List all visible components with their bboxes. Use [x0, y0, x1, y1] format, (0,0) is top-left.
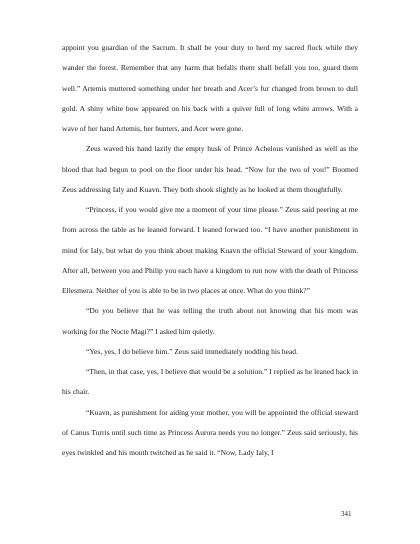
body-text [62, 38, 358, 463]
paragraph-2: Zeus waved his hand lazily the empty husk of Prince Achelous vanished as well as the blood that had begun to pool on the floor under his head. “Now for the two of you!” Boomed Zeus addressing Ialy and Kuavn. They both shook slightly as he looked at them thoughtfully. [62, 144, 358, 194]
paragraph-1: appoint you guardian of the Sacrum. It shall be your duty to herd my sacred flock while they wander the forest. Remember that any harm that befalls them shall befall you too, guard them well.” Artemis muttered something under her breath and Acer’s fur changed from brown to dull gold. A shiny white bow appeared on his back with a quiver full of long white arrows. With a wave of her hand Artemis, her hunters, and Acer were gone. [62, 43, 358, 133]
paragraph-7: “Kuavn, as punishment for aiding your mother, you will be appointed the official steward of Canus Turris until such time as Princess Aurora needs you no longer.” Zeus said seriously, his eyes twinkled and his mouth twitched as he said it. “Now, Lady Ialy, I [62, 407, 358, 457]
paragraph-4: “Do you believe that he was telling the truth about not knowing that his mom was working for the Nocte Magi?” I asked him quietly. [62, 306, 358, 336]
paragraph-6: “Then, in that case, yes, I believe that would be a solution.” I replied as he leaned back in his chair. [62, 367, 358, 397]
paragraph-5: “Yes, yes, I do believe him.” Zeus said immediately nodding his head. [86, 346, 298, 356]
page-number: 341 [341, 510, 352, 518]
paragraph-3: “Princess, if you would give me a moment of your time please.” Zeus said peering at me from across the table as he leaned forward. I leaned forward too. “I have another punishment in mind for Ialy, but what do you think about making Kuavn the official Steward of your kingdom. After all, between you and Philip you each have a kingdom to run now with the death of Princess Ellesmera. Neither of you is able to be in two places at once. What do you think?” [62, 205, 358, 295]
